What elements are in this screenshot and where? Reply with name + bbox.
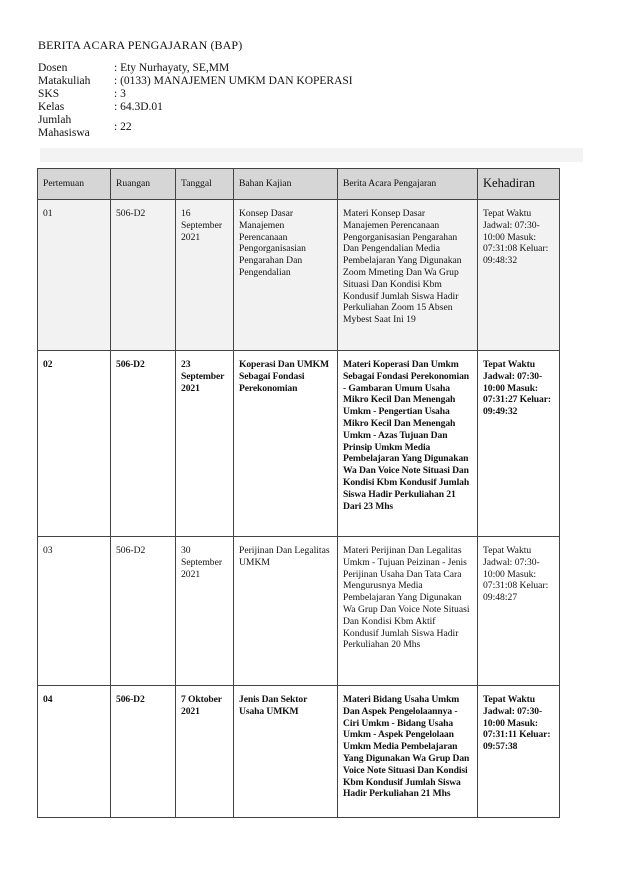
col-header-tanggal: Tanggal <box>176 169 234 200</box>
cell-pertemuan: 03 <box>38 537 111 686</box>
cell-kehadiran: Tepat Waktu Jadwal: 07:30-10:00 Masuk: 07:31:11 Keluar: 09:57:38 <box>478 686 560 818</box>
table-header-row <box>38 169 560 200</box>
cell-pertemuan: 01 <box>38 200 111 351</box>
cell-kehadiran: Tepat Waktu Jadwal: 07:30-10:00 Masuk: 07:31:08 Keluar: 09:48:32 <box>478 200 560 351</box>
table-row <box>38 686 560 818</box>
meta-value: : 64.3D.01 <box>114 101 163 113</box>
col-header-berita-acara: Berita Acara Pengajaran <box>338 169 478 200</box>
col-header-ruangan: Ruangan <box>111 169 176 200</box>
cell-bahan-kajian: Konsep Dasar Manajemen Perencanaan Pengorganisasian Pengarahan Dan Pengendalian <box>234 200 338 351</box>
col-header-bahan-kajian: Bahan Kajian <box>234 169 338 200</box>
meta-row-jumlah-mahasiswa <box>38 114 353 140</box>
meta-row-dosen <box>38 62 353 75</box>
cell-ruangan: 506-D2 <box>111 686 176 818</box>
course-info <box>38 62 353 140</box>
meta-label: SKS <box>38 88 60 100</box>
cell-kehadiran: Tepat Waktu Jadwal: 07:30-10:00 Masuk: 07:31:27 Keluar: 09:49:32 <box>478 351 560 537</box>
teaching-record-table <box>37 168 560 818</box>
meta-label: Dosen <box>38 62 68 74</box>
cell-berita-acara: Materi Perijinan Dan Legalitas Umkm - Tujuan Peizinan - Jenis Perijinan Usaha Dan Tata Cara Mengurusnya Media Pembelajaran Yang Digunakan Wa Grup Dan Voice Note Situasi Dan Kondisi Kbm Aktif Kondusif Jumlah Siswa Hadir Perkuliahan 20 Mhs <box>338 537 478 686</box>
col-header-kehadiran: Kehadiran <box>478 169 560 200</box>
header-band <box>40 148 583 162</box>
meta-value: : 3 <box>114 88 126 100</box>
cell-kehadiran: Tepat Waktu Jadwal: 07:30-10:00 Masuk: 07:31:08 Keluar: 09:48:27 <box>478 537 560 686</box>
meta-row-kelas <box>38 101 353 114</box>
meta-label: Jumlah Mahasiswa <box>38 114 90 139</box>
meta-row-matakuliah <box>38 75 353 88</box>
cell-pertemuan: 04 <box>38 686 111 818</box>
meta-label: Kelas <box>38 101 65 113</box>
cell-ruangan: 506-D2 <box>111 537 176 686</box>
cell-bahan-kajian: Perijinan Dan Legalitas UMKM <box>234 537 338 686</box>
document-title: BERITA ACARA PENGAJARAN (BAP) <box>38 38 243 52</box>
cell-tanggal: 7 Oktober 2021 <box>176 686 234 818</box>
cell-ruangan: 506-D2 <box>111 200 176 351</box>
cell-bahan-kajian: Koperasi Dan UMKM Sebagai Fondasi Perekonomian <box>234 351 338 537</box>
table-row <box>38 200 560 351</box>
cell-tanggal: 30 September 2021 <box>176 537 234 686</box>
meta-row-sks <box>38 88 353 101</box>
meta-value: : (0133) MANAJEMEN UMKM DAN KOPERASI <box>114 75 353 87</box>
cell-bahan-kajian: Jenis Dan Sektor Usaha UMKM <box>234 686 338 818</box>
table-row <box>38 537 560 686</box>
cell-tanggal: 23 September 2021 <box>176 351 234 537</box>
table-row <box>38 351 560 537</box>
meta-value: : Ety Nurhayaty, SE,MM <box>114 62 230 74</box>
meta-value: : 22 <box>114 121 132 133</box>
cell-berita-acara: Materi Konsep Dasar Manajemen Perencanaan Pengorganisasian Pengarahan Dan Pengendalian Media Pembelajaran Yang Digunakan Zoom Mmeting Dan Wa Grup Situasi Dan Kondisi Kbm Kondusif Jumlah Siswa Hadir Perkuliahan Zoom 15 Absen Mybest Saat Ini 19 <box>338 200 478 351</box>
cell-berita-acara: Materi Koperasi Dan Umkm Sebagai Fondasi Perekonomian - Gambaran Umum Usaha Mikro Kecil Dan Menengah Umkm - Pengertian Usaha Mikro Kecil Dan Menengah Umkm - Azas Tujuan Dan Prinsip Umkm Media Pembelajaran Yang Digunakan Wa Dan Voice Note Situasi Dan Kondisi Kbm Kondusif Jumlah Siswa Hadir Perkuliahan 21 Dari 23 Mhs <box>338 351 478 537</box>
cell-tanggal: 16 September 2021 <box>176 200 234 351</box>
cell-ruangan: 506-D2 <box>111 351 176 537</box>
cell-pertemuan: 02 <box>38 351 111 537</box>
meta-label: Matakuliah <box>38 75 91 87</box>
cell-berita-acara: Materi Bidang Usaha Umkm Dan Aspek Pengelolaannya - Ciri Umkm - Bidang Usaha Umkm - Aspek Pengelolaan Umkm Media Pembelajaran Yang Digunakan Wa Grup Dan Voice Note Situasi Dan Kondisi Kbm Kondusif Jumlah Siswa Hadir Perkuliahan 21 Mhs <box>338 686 478 818</box>
col-header-pertemuan: Pertemuan <box>38 169 111 200</box>
